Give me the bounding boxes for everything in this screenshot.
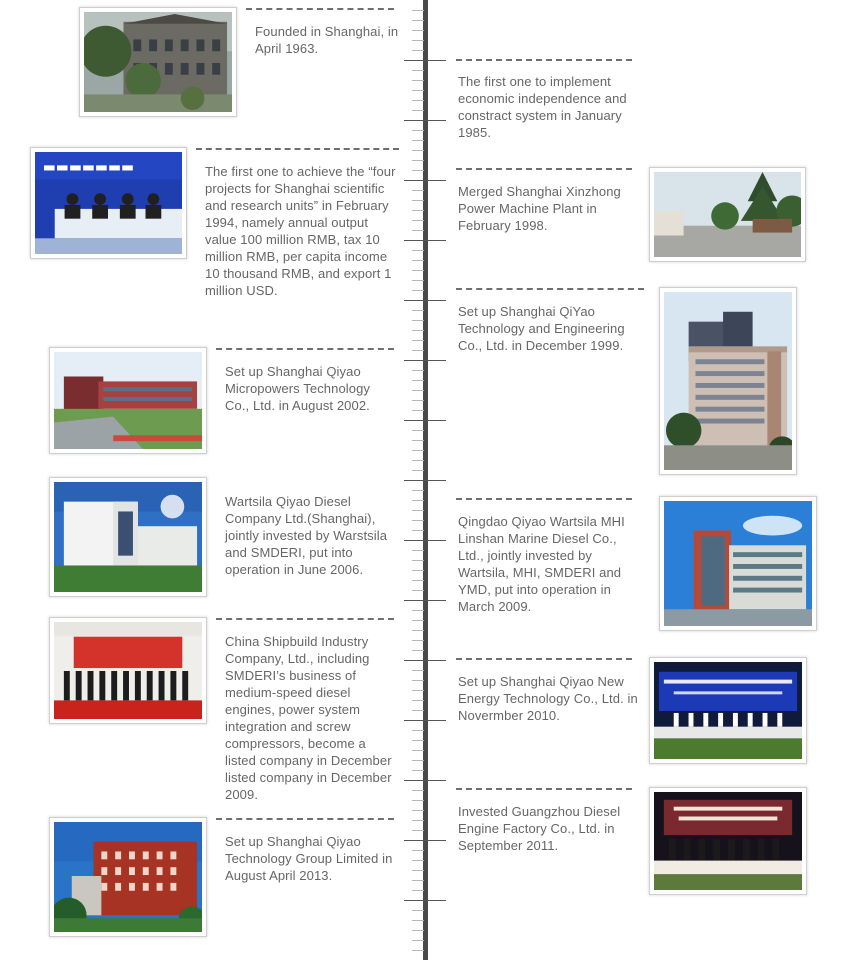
timeline-tick <box>412 410 424 411</box>
timeline-tick <box>412 640 424 641</box>
red-headquarters-photo <box>49 817 207 937</box>
plant-gate-photo <box>649 167 806 262</box>
timeline-tick <box>412 930 424 931</box>
timeline-tick <box>404 360 446 361</box>
event-2009-qingdao-text: Qingdao Qiyao Wartsila MHI Linshan Marine Diesel Co., Ltd., jointly invested by Wartsila, MHI, SMDERI and YMD, put into operation in March 2009. <box>458 514 625 614</box>
timeline-tick <box>412 350 424 351</box>
timeline-tick <box>404 60 446 61</box>
signing-ceremony-photo <box>649 657 807 764</box>
timeline-tick <box>412 370 424 371</box>
timeline-tick <box>412 510 424 511</box>
timeline-tick <box>412 820 424 821</box>
event-1994-text: The first one to achieve the “four projects for Shanghai scientific and research units” in February 1994, namely annual output value 100 million RMB, tax 10 million RMB, per capita income 10 thousand RMB, and export 1 million USD. <box>205 164 396 298</box>
connector-1 <box>246 8 394 10</box>
timeline-tick <box>404 720 446 721</box>
event-2013-text: Set up Shanghai Qiyao Technology Group Limited in August April 2013. <box>225 834 393 883</box>
connector-11 <box>216 818 394 820</box>
connector-3 <box>196 148 399 150</box>
white-factory-photo <box>49 477 207 597</box>
timeline-tick <box>412 400 424 401</box>
timeline-tick <box>404 300 446 301</box>
timeline-tick <box>412 940 424 941</box>
timeline-tick <box>412 790 424 791</box>
timeline-tick <box>412 670 424 671</box>
timeline-tick <box>412 390 424 391</box>
timeline-tick <box>412 270 424 271</box>
event-2009-listing-text: China Shipbuild Industry Company, Ltd., including SMDERI’s business of medium-speed diesel engines, power system integration and screw compressors, become a listed company in December listed company in December 2009. <box>225 634 392 802</box>
timeline-tick <box>412 70 424 71</box>
event-1999-text: Set up Shanghai QiYao Technology and Engineering Co., Ltd. in December 1999. <box>458 304 625 353</box>
timeline-tick <box>412 490 424 491</box>
timeline-tick <box>412 200 424 201</box>
timeline-tick <box>412 460 424 461</box>
timeline-tick <box>412 730 424 731</box>
svg-text:▬▬▬▬▬▬▬: ▬▬▬▬▬▬▬ <box>42 159 135 176</box>
factory-campus-photo <box>49 347 207 454</box>
timeline-tick <box>412 690 424 691</box>
timeline-tick <box>404 480 446 481</box>
timeline-tick <box>412 740 424 741</box>
timeline-tick <box>412 760 424 761</box>
timeline-tick <box>412 290 424 291</box>
timeline-tick <box>412 30 424 31</box>
timeline-tick <box>404 420 446 421</box>
event-2002-text: Set up Shanghai Qiyao Micropowers Technology Co., Ltd. in August 2002. <box>225 364 371 413</box>
timeline-tick <box>412 520 424 521</box>
connector-6 <box>216 348 394 350</box>
timeline-tick <box>412 450 424 451</box>
timeline-tick <box>412 280 424 281</box>
timeline-tick <box>412 430 424 431</box>
old-building-photo <box>79 7 237 117</box>
event-1998-text: Merged Shanghai Xinzhong Power Machine Plant in February 1998. <box>458 184 621 233</box>
timeline-tick <box>412 550 424 551</box>
timeline-tick <box>412 470 424 471</box>
timeline-tick <box>412 870 424 871</box>
listing-ceremony-photo <box>49 617 207 724</box>
timeline-tick <box>412 20 424 21</box>
timeline-tick <box>412 190 424 191</box>
event-2011-text: Invested Guangzhou Diesel Engine Factory Co., Ltd. in September 2011. <box>458 804 621 853</box>
timeline-tick <box>412 220 424 221</box>
timeline-tick <box>412 380 424 381</box>
timeline-tick <box>404 840 446 841</box>
timeline-tick <box>412 530 424 531</box>
timeline-tick <box>412 630 424 631</box>
timeline-tick <box>404 120 446 121</box>
event-1985-text: The first one to implement economic independence and constract system in January 1985. <box>458 74 627 140</box>
timeline-tick <box>412 860 424 861</box>
timeline-tick <box>404 900 446 901</box>
timeline-tick <box>412 910 424 911</box>
timeline-tick <box>404 540 446 541</box>
connector-2 <box>456 59 632 61</box>
timeline-tick <box>412 570 424 571</box>
timeline-tick <box>412 810 424 811</box>
press-conference-photo <box>30 147 187 259</box>
timeline-tick <box>412 330 424 331</box>
timeline-tick <box>412 830 424 831</box>
timeline-tick <box>412 90 424 91</box>
timeline-tick <box>412 310 424 311</box>
timeline-tick <box>404 660 446 661</box>
timeline-tick <box>412 10 424 11</box>
timeline-tick <box>412 880 424 881</box>
timeline-tick <box>412 160 424 161</box>
timeline-tick <box>412 260 424 261</box>
timeline-tick <box>412 590 424 591</box>
timeline-tick <box>412 440 424 441</box>
event-2010-text: Set up Shanghai Qiyao New Energy Technology Co., Ltd. in Novermber 2010. <box>458 674 638 723</box>
connector-10 <box>456 788 632 790</box>
timeline-tick <box>412 320 424 321</box>
timeline-tick <box>412 650 424 651</box>
timeline-tick <box>412 500 424 501</box>
timeline-tick <box>412 800 424 801</box>
connector-5 <box>456 288 644 290</box>
connector-9 <box>456 658 632 660</box>
timeline-tick <box>412 950 424 951</box>
office-tower-photo <box>659 287 797 475</box>
event-1963-text: Founded in Shanghai, in April 1963. <box>255 24 399 56</box>
timeline-tick <box>412 250 424 251</box>
timeline-tick <box>412 100 424 101</box>
glass-building-photo <box>659 496 817 631</box>
timeline-tick <box>412 170 424 171</box>
timeline-tick <box>412 230 424 231</box>
timeline-tick <box>412 110 424 111</box>
connector-4 <box>456 168 632 170</box>
timeline-tick <box>404 180 446 181</box>
timeline-tick <box>412 610 424 611</box>
timeline-tick <box>412 340 424 341</box>
timeline-tick <box>412 560 424 561</box>
timeline-tick <box>412 80 424 81</box>
agreement-ceremony-photo <box>649 787 807 895</box>
timeline-tick <box>412 150 424 151</box>
timeline-tick <box>412 50 424 51</box>
timeline-tick <box>412 920 424 921</box>
timeline-tick <box>404 240 446 241</box>
timeline-tick <box>412 700 424 701</box>
timeline-tick <box>412 620 424 621</box>
timeline-tick <box>412 580 424 581</box>
timeline-tick <box>404 600 446 601</box>
timeline-tick <box>412 140 424 141</box>
connector-8 <box>216 618 394 620</box>
timeline-tick <box>412 680 424 681</box>
timeline-tick <box>412 40 424 41</box>
event-2006-text: Wartsila Qiyao Diesel Company Ltd.(Shanghai), jointly invested by Warstsila and SMDERI, put into operation in June 2006. <box>225 494 388 577</box>
timeline-tick <box>412 130 424 131</box>
connector-7 <box>456 498 632 500</box>
timeline-tick <box>412 850 424 851</box>
timeline-tick <box>412 890 424 891</box>
timeline-tick <box>412 770 424 771</box>
timeline-tick <box>412 710 424 711</box>
timeline-tick <box>412 210 424 211</box>
timeline-tick <box>404 780 446 781</box>
timeline-tick <box>412 750 424 751</box>
